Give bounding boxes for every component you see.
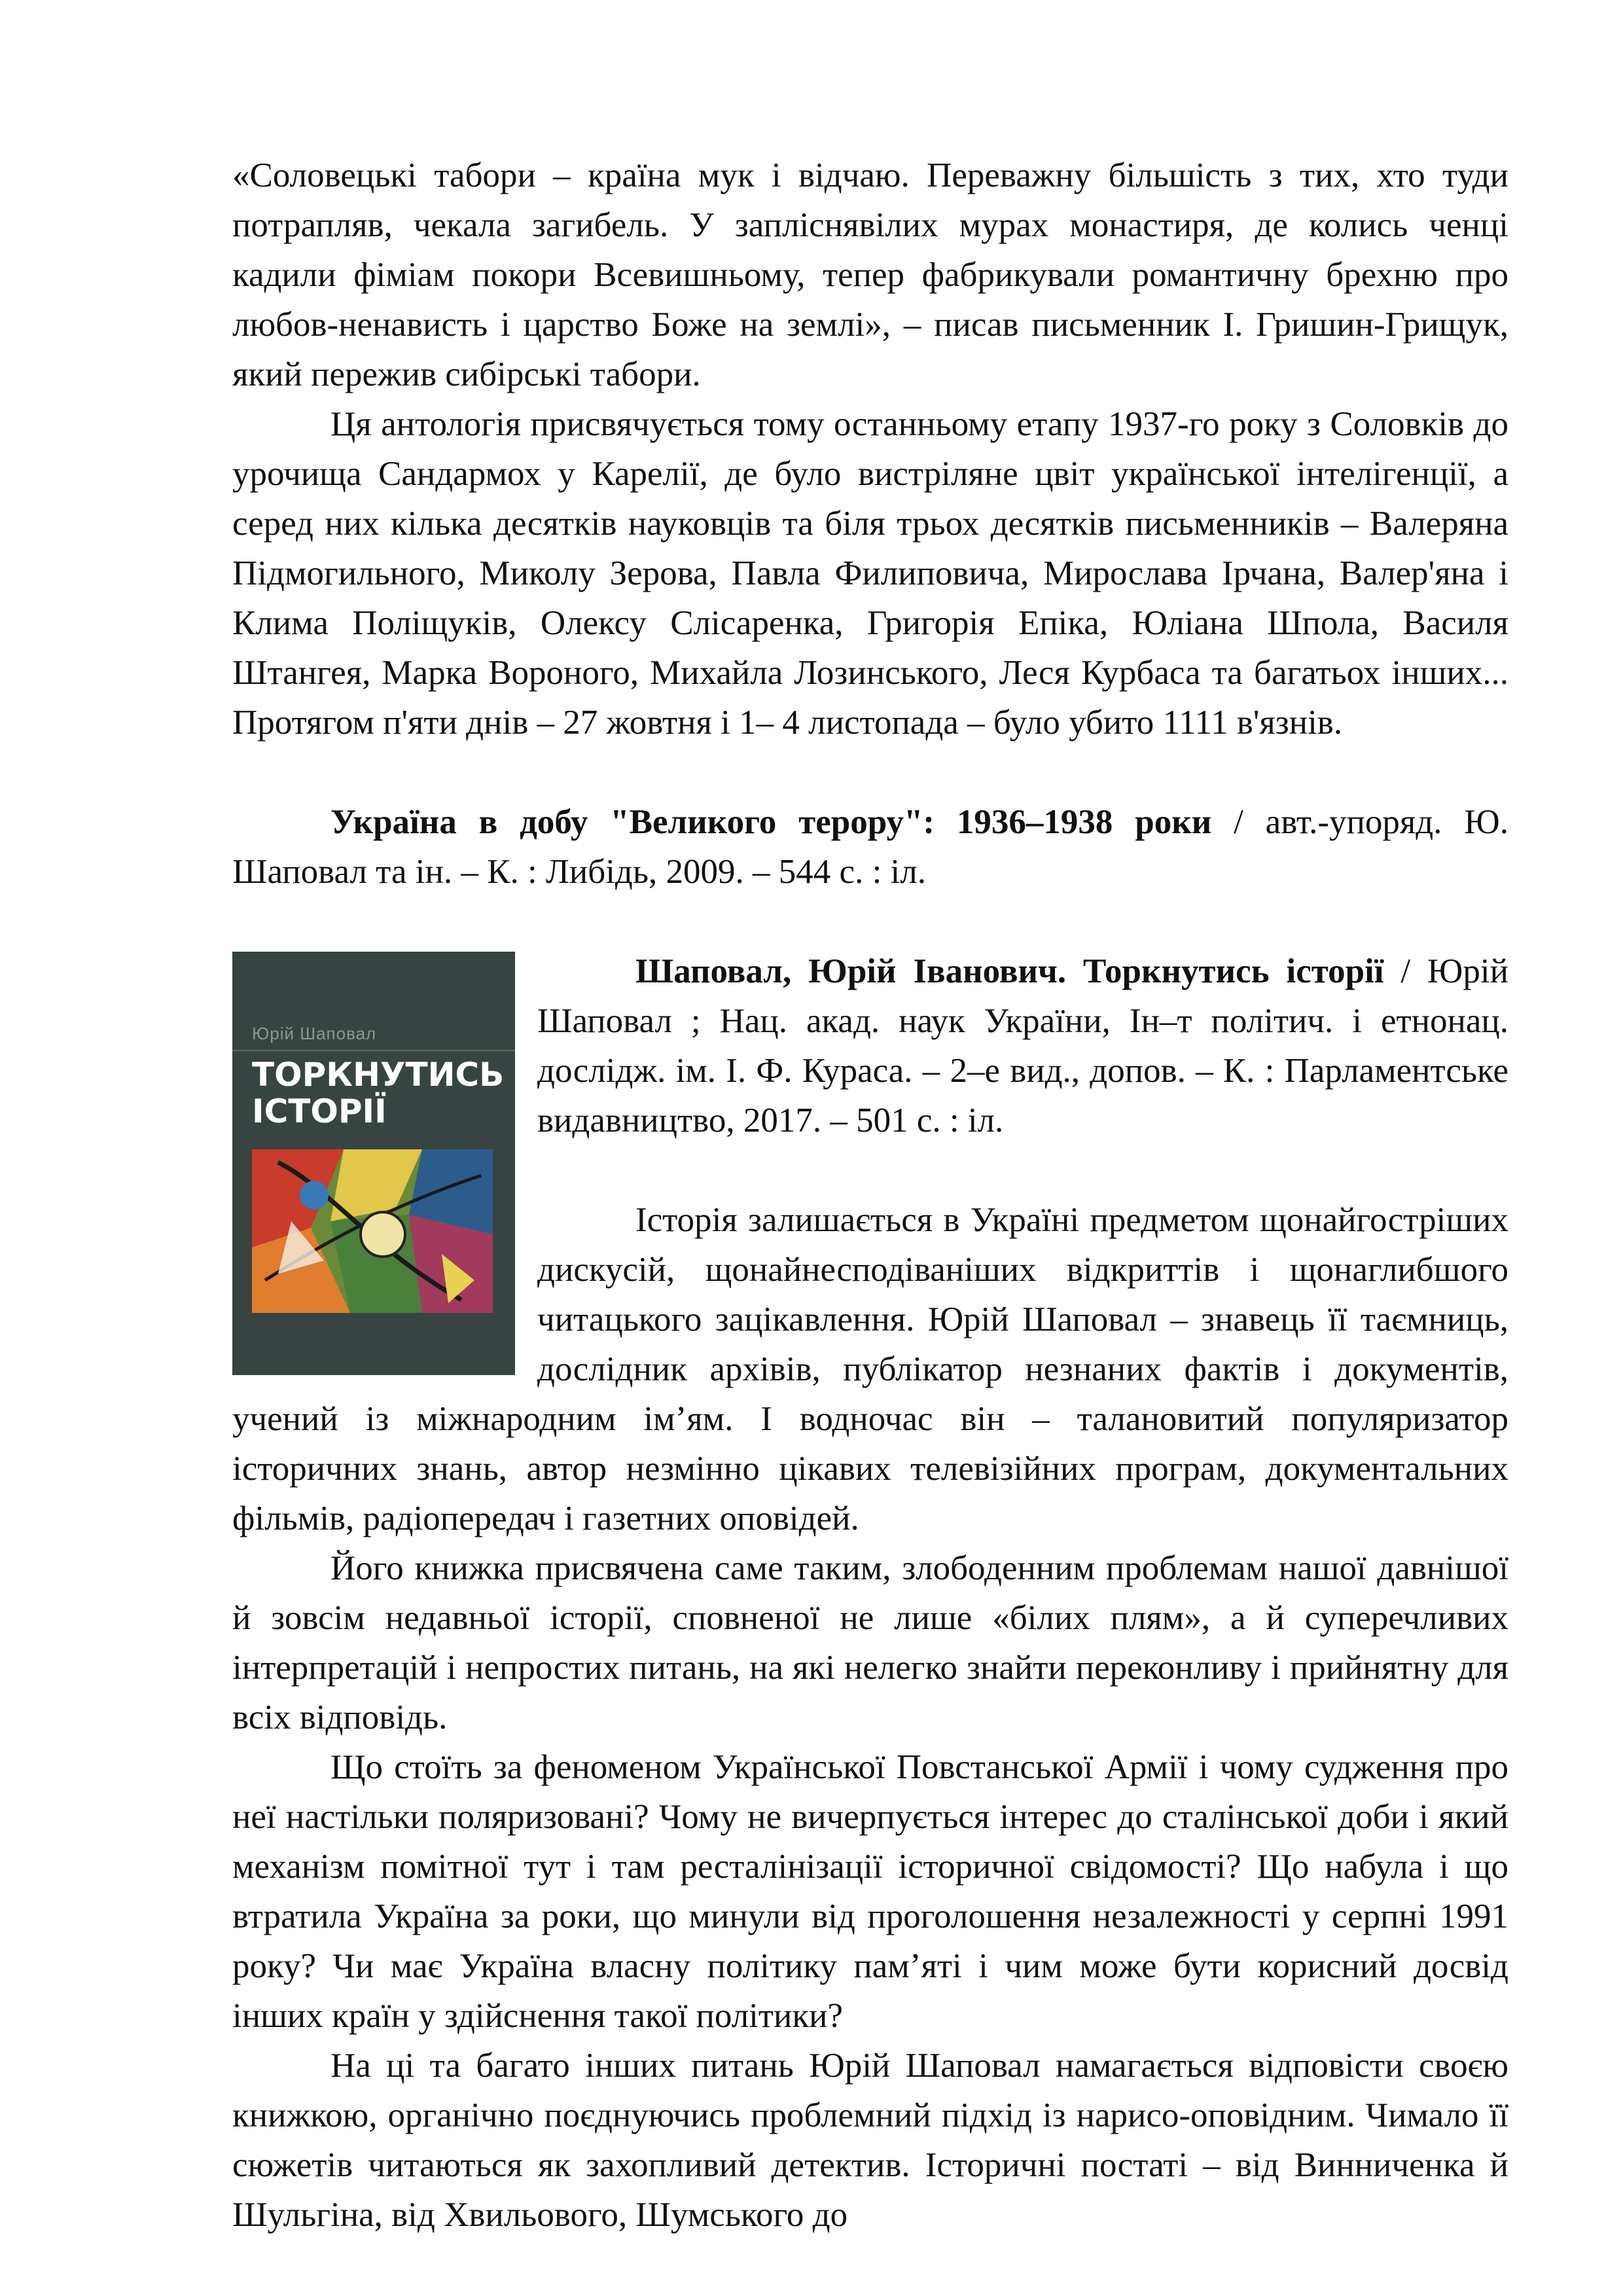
description-paragraph-4: На ці та багато інших питань Юрій Шаповал намагається відповісти своєю книжкою, органічно поєднуючись проблемний підхід із нарисо-оповідним. Чимало її сюжетів читаються як захопливий детектив. Історичні постаті – від Винниченка й Шульгіна, від Хвильового, Шумського до xyxy=(232,2047,1508,2234)
book-1-title: Україна в добу "Великого терору": 1936–1938 роки xyxy=(330,803,1212,841)
book-2-details: / Юрій Шаповал ; Нац. акад. наук України, Ін–т політич. і етнонац. дослідж. ім. І. Ф. Кураса. – 2–е вид., допов. – К. : Парламентське видавництво, 2017. – 501 с. : іл. xyxy=(537,952,1508,1139)
book-cover-image xyxy=(232,952,515,1375)
description-paragraph-1: Історія залишається в Україні предметом щонайгостріших дискусій, щонайнесподіваніших відкриттів і щонаглибшого читацького зацікавлення. Юрій Шаповал – знавець її таємниць, дослідник архівів, публікатор незнаних фактів і документів, учений із міжнародним ім’ям. І водночас він – талановитий популяризатор історичних знань, автор незмінно цікавих телевізійних програм, документальних фільмів, радіопередач і газетних оповідей. xyxy=(232,1201,1508,1537)
book-1-details: / авт.-упоряд. Ю. Шаповал та ін. – К. : Либідь, 2009. – 544 с. : іл. xyxy=(232,803,1508,891)
document-page xyxy=(232,151,1508,2240)
cover-divider xyxy=(232,1050,515,1051)
quote-paragraph: «Соловецькі табори – країна мук і відчаю. Переважну більшість з тих, хто туди потрапляв, чекала загибель. У запліснявілих мурах монастиря, де колись ченці кадили фіміам покори Всевишньому, тепер фабрикували романтичну брехню про любов-ненависть і царство Боже на землі», – писав письменник І. Гришин-Грищук, який пережив сибірські табори. xyxy=(232,156,1508,393)
cover-author: Юрій Шаповал xyxy=(252,1024,377,1043)
book-2-author: Шаповал, Юрій Іванович. xyxy=(635,952,1067,990)
cover-painting xyxy=(252,1149,493,1313)
book-2-title: Торкнутись історії xyxy=(1066,952,1384,990)
cover-title: ТОРКНУТИСЬ ІСТОРІЇ xyxy=(252,1056,505,1130)
book-entry-1 xyxy=(232,797,1508,897)
book-entry-2-block xyxy=(232,946,1508,1543)
description-paragraph-3: Що стоїть за феноменом Української Повстанської Армії і чому судження про неї настільки поляризовані? Чому не вичерпується інтерес до сталінської доби і який механізм помітної тут і там ресталінізації історичної свідомості? Що набула і що втратила Україна за роки, що минули від проголошення незалежності у серпні 1991 року? Чи має Україна власну політику пам’яті і чим може бути корисний досвід інших країн у здійснення такої політики? xyxy=(232,1748,1508,2035)
anthology-paragraph: Ця антологія присвячується тому останньому етапу 1937-го року з Соловків до урочища Сандармох у Карелії, де було вистріляне цвіт української інтелігенції, а серед них кілька десятків науковців та біля трьох десятків письменників – Валеряна Підмогильного, Миколу Зерова, Павла Филиповича, Мирослава Ірчана, Валер'яна і Клима Поліщуків, Олексу Слісаренка, Григорія Епіка, Юліана Шпола, Василя Штангея, Марка Вороного, Михайла Лозинського, Леся Курбаса та багатьох інших... Протягом п'яти днів – 27 жовтня і 1– 4 листопада – було убито 1111 в'язнів. xyxy=(232,405,1508,742)
description-paragraph-2: Його книжка присвячена саме таким, злободенним проблемам нашої давнішої й зовсім недавньої історії, сповненої не лише «білих плям», а й суперечливих інтерпретацій і непростих питань, на які нелегко знайти переконливу і прийнятну для всіх відповідь. xyxy=(232,1549,1508,1736)
